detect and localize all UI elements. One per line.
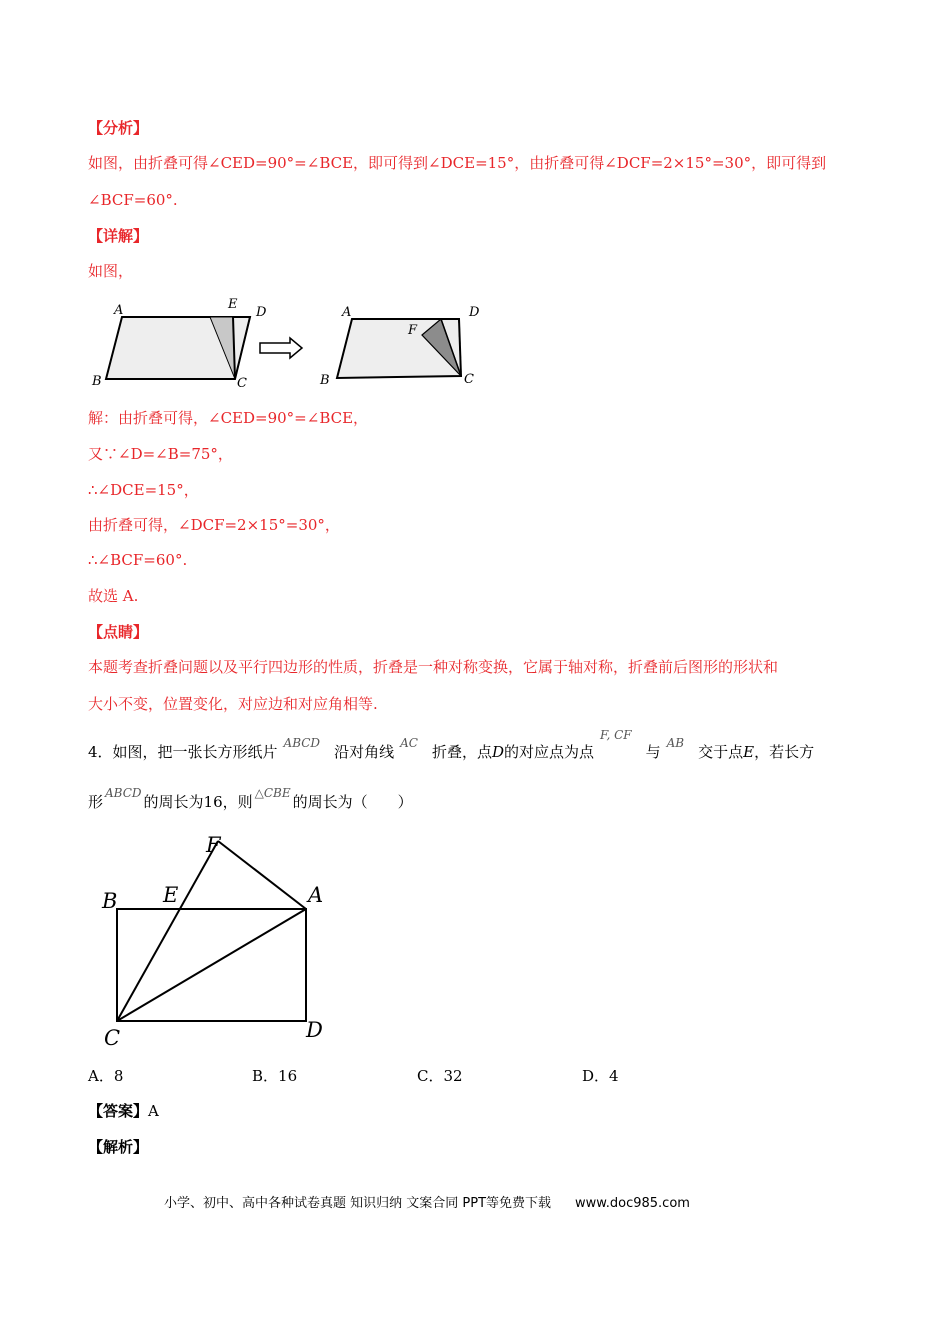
answer-value: A	[148, 1102, 159, 1120]
detail-step-5: ∴∠BCF=60°.	[88, 551, 188, 569]
label-a: A	[308, 883, 324, 907]
parallelogram-after	[319, 305, 480, 388]
label-b: B	[102, 889, 118, 913]
comment-header: 【点睛】	[88, 623, 149, 641]
analysis-text-line2: ∠BCF=60°.	[88, 191, 178, 209]
label-a: A	[114, 303, 124, 318]
answer-header: 【答案】	[88, 1102, 149, 1120]
fold-figure	[86, 292, 496, 392]
choice-b[interactable]: B．16	[252, 1067, 298, 1085]
q4-text: 的周长为（ ）	[292, 793, 413, 811]
footer	[164, 1192, 690, 1211]
label-b: B	[320, 373, 330, 388]
q4-math: F, CF	[600, 728, 632, 742]
q4-math: ABCD	[283, 736, 321, 750]
detail-step-3: ∴∠DCE=15°，	[88, 481, 199, 499]
label-c: C	[237, 376, 247, 391]
label-d: D	[256, 305, 267, 320]
footer-link[interactable]: www.doc985.com	[575, 1196, 690, 1211]
choice-d[interactable]: D．4	[582, 1067, 619, 1085]
label-d: D	[306, 1018, 323, 1042]
label-c: C	[464, 372, 474, 387]
analysis-header: 【分析】	[88, 119, 149, 137]
detail-step-2: 又∵∠D=∠B=75°，	[88, 445, 233, 463]
label-f: F	[206, 833, 221, 857]
label-e: E	[228, 297, 238, 312]
footer-text: 小学、初中、高中各种试卷真题 知识归纳 文案合同 PPT等免费下载	[164, 1196, 552, 1211]
q4-text: 交于点	[698, 743, 744, 761]
q4-point: D	[491, 743, 504, 761]
q4-text: 的对应点为点	[503, 743, 594, 761]
detail-step-6: 故选 A.	[88, 587, 139, 605]
detail-intro: 如图，	[88, 262, 134, 280]
parallelogram-before	[91, 297, 267, 391]
label-b: B	[92, 374, 102, 389]
arrow-icon	[260, 338, 302, 358]
choice-c[interactable]: C．32	[417, 1067, 463, 1085]
rectangle-fold-figure	[96, 830, 346, 1052]
solution-header: 【解析】	[88, 1138, 149, 1156]
label-a: A	[342, 305, 352, 320]
label-e: E	[163, 883, 179, 907]
q4-text: 沿对角线	[334, 743, 395, 761]
label-d: D	[469, 305, 480, 320]
label-f: F	[408, 323, 418, 338]
q4-math: AC	[400, 736, 418, 750]
question-4-line2	[88, 786, 413, 813]
label-c: C	[104, 1026, 121, 1050]
comment-text-line2: 大小不变，位置变化，对应边和对应角相等.	[88, 695, 378, 713]
q4-text: 折叠，点	[431, 743, 492, 761]
q4-text: 形	[88, 793, 104, 811]
detail-header: 【详解】	[88, 227, 149, 245]
analysis-text-line1: 如图，由折叠可得∠CED=90°=∠BCE，即可得到∠DCE=15°，由折叠可得∠DCF=2×15°=30°，即可得到	[88, 154, 827, 172]
q4-text: ，若长方	[754, 743, 815, 761]
q4-text: 与	[645, 743, 661, 761]
detail-step-1: 解：由折叠可得，∠CED=90°=∠BCE，	[88, 409, 369, 427]
q4-point: E	[743, 743, 755, 761]
q4-text: 的周长为16，则	[143, 793, 253, 811]
detail-step-4: 由折叠可得，∠DCF=2×15°=30°，	[88, 516, 340, 534]
question-4-line1	[88, 728, 815, 763]
q4-math: ABCD	[105, 786, 142, 800]
q4-math: △CBE	[254, 786, 291, 800]
choice-a[interactable]: A．8	[88, 1067, 124, 1085]
comment-text-line1: 本题考查折叠问题以及平行四边形的性质，折叠是一种对称变换，它属于轴对称，折叠前后图形的形状和	[88, 658, 779, 676]
q4-text: 4．如图，把一张长方形纸片	[88, 743, 278, 761]
answer	[88, 1101, 159, 1121]
q4-math: AB	[666, 736, 685, 750]
